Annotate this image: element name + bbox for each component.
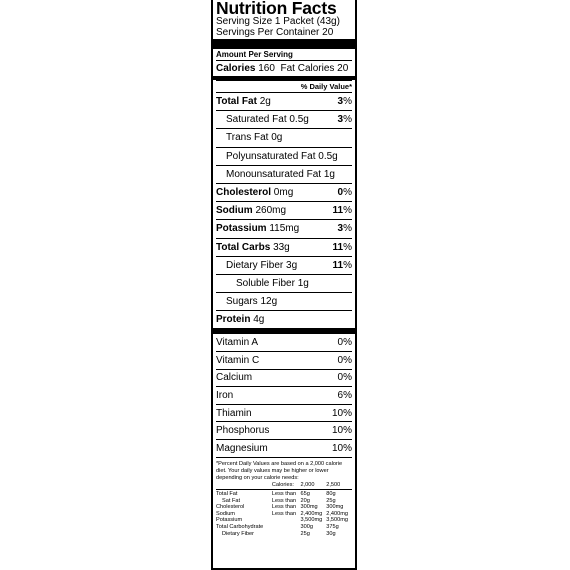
nutrient-row [216, 256, 352, 274]
vitamin-list [216, 334, 352, 456]
footnote-row: Total Carbohydrate 300g 375g [216, 524, 339, 531]
nutrient-name: Potassium 115mg [216, 223, 300, 235]
footnote: *Percent Daily Values are based on a 2,000 calorie diet. Your daily values may be higher or lower depending on your calorie needs: [216, 457, 352, 483]
nutrient-daily-value: 0% [337, 187, 352, 199]
amount-per-serving: Amount Per Serving [216, 50, 293, 59]
nutrient-daily-value: 3% [337, 96, 352, 108]
vitamin-daily-value: 6% [337, 390, 352, 402]
nutrient-daily-value: 3% [337, 114, 352, 126]
nutrient-name: Trans Fat 0g [226, 132, 283, 144]
vitamin-daily-value: 10% [331, 425, 352, 437]
footnote-row: Total Fat Less than 65g 80g [216, 490, 352, 498]
vitamin-name: Vitamin A [216, 337, 259, 349]
nutrient-row [216, 201, 352, 219]
thick-divider [213, 39, 355, 49]
nutrient-name: Soluble Fiber 1g [236, 277, 309, 289]
vitamin-row [216, 439, 352, 457]
vitamin-name: Thiamin [216, 407, 252, 419]
nutrient-name: Polyunsaturated Fat 0.5g [226, 150, 338, 162]
vitamin-name: Magnesium [216, 442, 268, 454]
nutrient-row [216, 274, 352, 292]
vitamin-daily-value: 0% [337, 372, 352, 384]
nutrient-row [216, 219, 352, 237]
nutrient-row [216, 292, 352, 310]
nutrient-daily-value: 11% [332, 241, 352, 253]
calories-value: 160 [258, 63, 275, 74]
nutrient-row [216, 110, 352, 128]
nutrient-row [216, 310, 352, 328]
nutrient-name: Protein 4g [216, 314, 265, 326]
vitamin-row [216, 404, 352, 422]
nutrient-list [216, 92, 352, 328]
vitamin-row [216, 369, 352, 387]
nutrient-daily-value: 11% [332, 259, 352, 271]
daily-value-header: % Daily Value* [216, 80, 352, 92]
vitamin-row [216, 421, 352, 439]
nutrition-facts-label [211, 0, 357, 570]
vitamin-daily-value: 10% [331, 442, 352, 454]
footnote-row: Potassium 3,500mg 3,500mg [216, 517, 349, 524]
servings-per-container: Servings Per Container 20 [216, 27, 334, 38]
vitamin-row [216, 334, 352, 351]
nutrient-row [216, 238, 352, 256]
nutrient-row [216, 147, 352, 165]
footnote-row: Calories: 2,000 2,500 [271, 482, 341, 489]
footnote-row: Dietary Fiber 25g 30g [222, 530, 336, 537]
vitamin-row [216, 351, 352, 369]
footnote-row: Sodium Less than 2,400mg 2,400mg [216, 510, 349, 517]
nutrient-name: Saturated Fat 0.5g [226, 114, 309, 126]
nutrient-name: Cholesterol 0mg [216, 187, 294, 199]
vitamin-name: Iron [216, 390, 234, 402]
footnote-row: Cholesterol Less than 300mg 300mg [216, 504, 344, 511]
vitamin-name: Vitamin C [216, 354, 260, 366]
nutrient-name: Total Fat 2g [216, 96, 271, 108]
calories-label: Calories [216, 63, 256, 74]
nutrient-daily-value: 11% [332, 205, 352, 217]
calories-row [216, 60, 352, 76]
vitamin-name: Calcium [216, 372, 253, 384]
vitamin-row [216, 386, 352, 404]
vitamin-daily-value: 10% [331, 407, 352, 419]
vitamin-daily-value: 0% [337, 337, 352, 349]
nutrient-name: Monounsaturated Fat 1g [226, 168, 335, 180]
nutrient-row [216, 183, 352, 201]
serving-size: Serving Size 1 Packet (43g) [216, 16, 340, 27]
nutrient-row [216, 92, 352, 110]
label-title: Nutrition Facts [216, 0, 337, 18]
nutrient-row [216, 128, 352, 146]
nutrient-name: Total Carbs 33g [216, 241, 290, 253]
nutrient-daily-value: 3% [337, 223, 352, 235]
nutrient-name: Dietary Fiber 3g [226, 259, 298, 271]
footnote-row: Sat Fat Less than 20g 25g [222, 497, 336, 504]
vitamin-daily-value: 0% [337, 354, 352, 366]
vitamin-name: Phosphorus [216, 425, 270, 437]
nutrient-name: Sugars 12g [226, 296, 278, 308]
fat-calories: Fat Calories 20 [280, 63, 349, 74]
footnote-table [216, 482, 352, 537]
nutrient-row [216, 165, 352, 183]
nutrient-name: Sodium 260mg [216, 205, 287, 217]
